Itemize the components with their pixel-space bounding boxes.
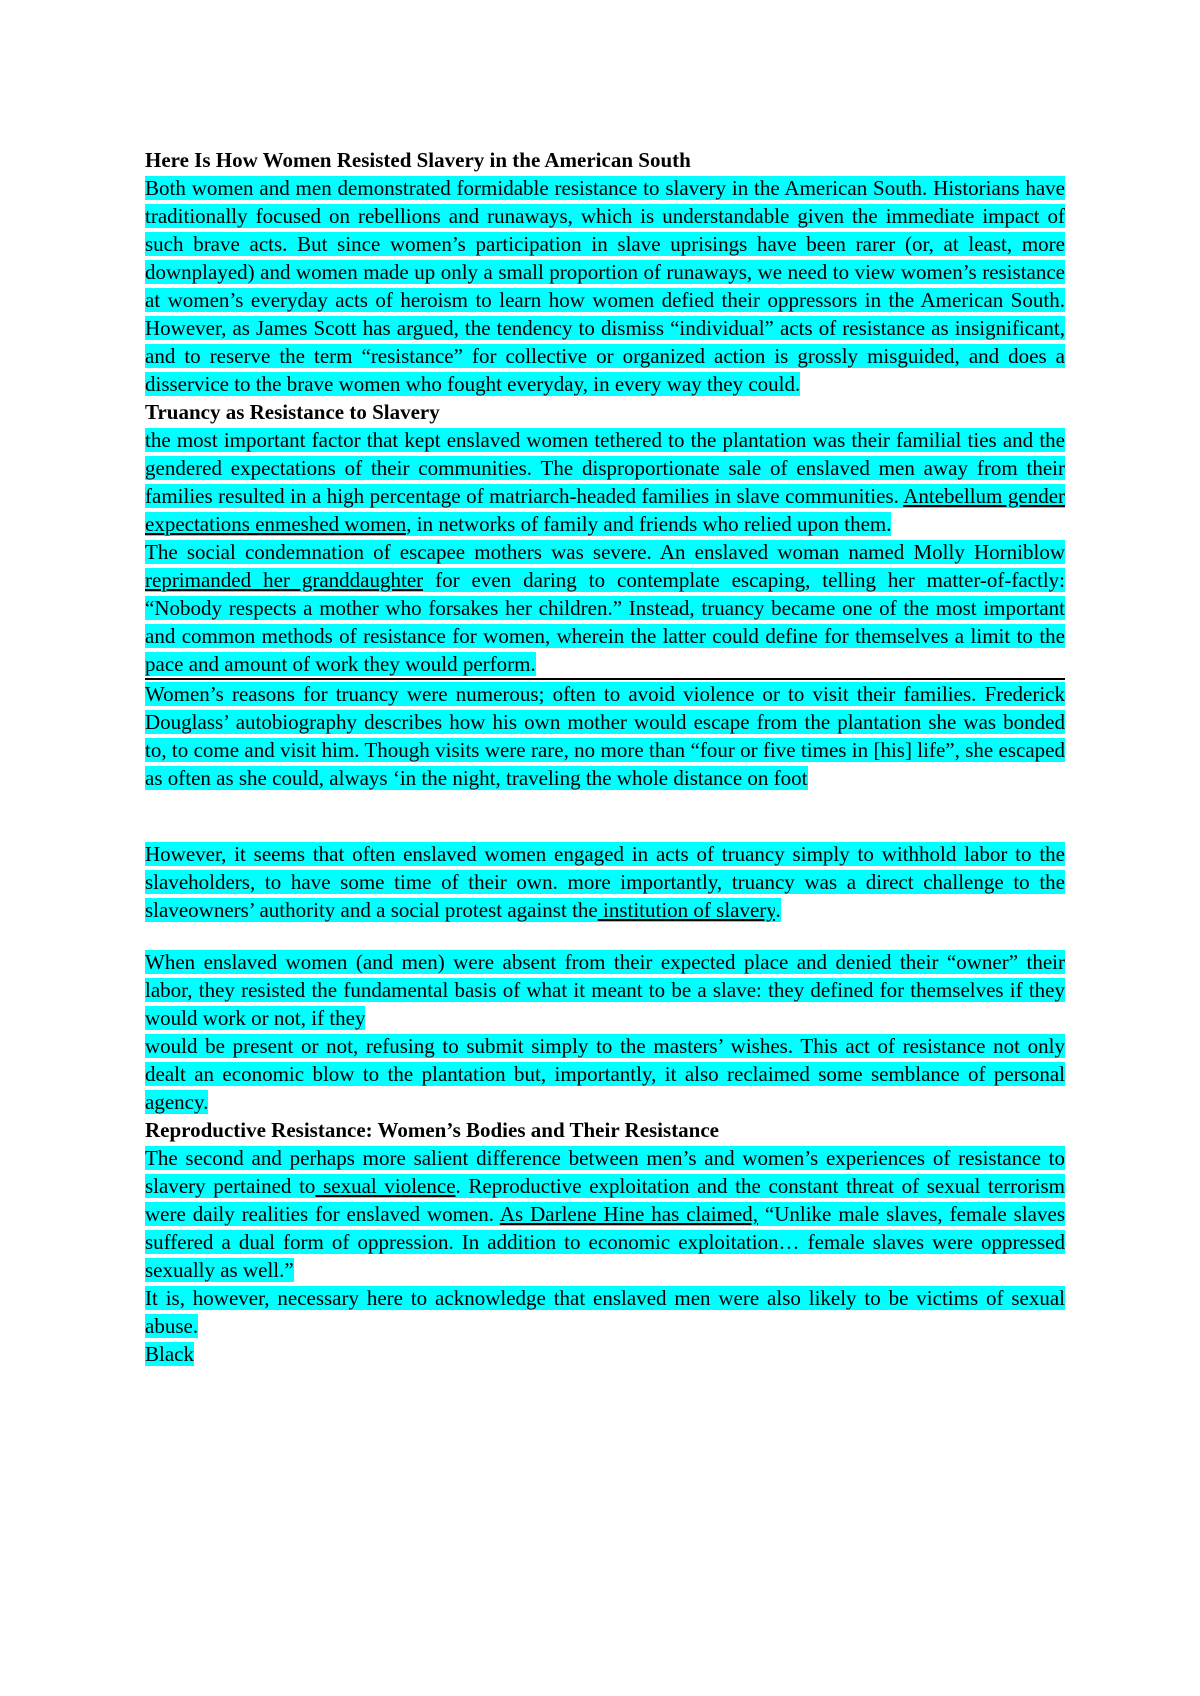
section-heading-reproductive: Reproductive Resistance: Women’s Bodies and Their Resistance bbox=[145, 1118, 720, 1142]
highlighted-text: the most important factor that kept enslaved women tethered to the plantation was their familial ties and the gendered expectations of their communities. The disproportionate sale of enslaved men away from their families resulted in a high percentage of matriarch-headed families in slave communities. bbox=[145, 428, 1065, 508]
link-darlene-hine[interactable]: As Darlene Hine has claimed, bbox=[499, 1202, 758, 1226]
highlighted-text: Women’s reasons for truancy were numerous; often to avoid violence or to visit their families. Frederick Douglass’ autobiography describes how his own mother would escape from the plantation she was bonded to, to come and visit him. Though visits were rare, no more than “four or five times in [his] life”, she escaped as often as she could, always ‘in the night, traveling the whole distance on foot bbox=[145, 682, 1065, 790]
highlighted-text: “Unlike male slaves, female slaves suffered a dual form of oppression. In addition to economic exploitation… female slaves were oppressed sexually as well.” bbox=[145, 1202, 1066, 1282]
highlighted-text: would be present or not, refusing to submit simply to the masters’ wishes. This act of resistance not only dealt an economic blow to the plantation but, importantly, it also reclaimed some semblance of personal agency. bbox=[145, 1034, 1065, 1114]
section-heading-truancy: Truancy as Resistance to Slavery bbox=[145, 400, 440, 424]
document-title: Here Is How Women Resisted Slavery in the American South bbox=[145, 148, 691, 172]
paragraph-black bbox=[145, 1340, 1065, 1368]
highlighted-text: Black bbox=[145, 1342, 194, 1366]
highlighted-text: The social condemnation of escapee mothers was severe. An enslaved woman named Molly Horniblow bbox=[145, 540, 1065, 564]
highlighted-text: Both women and men demonstrated formidable resistance to slavery in the American South. Historians have traditionally focused on rebellions and runaways, which is understandable given the immediate impact of such brave acts. But since women’s participation in slave uprisings have been rarer (or, at least, more downplayed) and women made up only a small proportion of runaways, we need to view women’s resistance at women’s everyday acts of heroism to learn how women defied their oppressors in the American South. However, as James Scott has argued, the tendency to dismiss “individual” acts of resistance as insignificant, and to reserve the term “resistance” for collective or organized action is grossly misguided, and does a disservice to the brave women who fought everyday, in every way they could. bbox=[145, 176, 1065, 396]
blank-line bbox=[145, 792, 1065, 840]
link-sexual-violence[interactable]: sexual violence bbox=[315, 1174, 456, 1198]
highlighted-text: . bbox=[775, 898, 781, 922]
highlighted-text: However, it seems that often enslaved women engaged in acts of truancy simply to withhold labor to the slaveholders, to have some time of their own. more importantly, truancy was a direct challenge to the slaveowners’ authority and a social protest against the bbox=[145, 842, 1065, 922]
blank-line bbox=[145, 924, 1065, 948]
paragraph-present bbox=[145, 1032, 1065, 1116]
highlighted-text: , in networks of family and friends who relied upon them. bbox=[406, 512, 892, 536]
highlighted-text: for even daring to contemplate escaping, telling her matter-of-factly: “Nobody respects a mother who forsakes her children.” Instead, truancy became one of the most important and common methods of resistance for women, wherein the latter could define for themselves a limit to the pace and amount of work they would perform. bbox=[145, 568, 1066, 676]
highlighted-text: The second and perhaps more salient difference between men’s and women’s experiences of resistance to slavery pertained to bbox=[145, 1146, 1065, 1198]
highlighted-text: . Reproductive exploitation and the constant threat of sexual terrorism were daily realities for enslaved women. bbox=[145, 1174, 1065, 1226]
paragraph-condemnation bbox=[145, 538, 1065, 680]
highlighted-text: It is, however, necessary here to acknowledge that enslaved men were also likely to be victims of sexual abuse. bbox=[145, 1286, 1065, 1338]
link-reprimanded-granddaughter[interactable]: reprimanded her granddaughter bbox=[145, 568, 424, 592]
document-page bbox=[145, 146, 1065, 1368]
paragraph-absent bbox=[145, 948, 1065, 1032]
paragraph-intro bbox=[145, 174, 1065, 398]
link-institution-of-slavery[interactable]: institution of slavery bbox=[597, 898, 776, 922]
paragraph-reasons-truancy bbox=[145, 680, 1065, 792]
paragraph-men-victims bbox=[145, 1284, 1065, 1340]
highlighted-text: When enslaved women (and men) were absent from their expected place and denied their “owner” their labor, they resisted the fundamental basis of what it meant to be a slave: they defined for themselves if they would work or not, if they bbox=[145, 950, 1065, 1030]
link-gender-expectations[interactable]: Antebellum gender expectations enmeshed women bbox=[145, 484, 1066, 536]
paragraph-withhold-labor bbox=[145, 840, 1065, 924]
paragraph-familial-ties bbox=[145, 426, 1065, 538]
paragraph-sexual-violence bbox=[145, 1144, 1065, 1284]
